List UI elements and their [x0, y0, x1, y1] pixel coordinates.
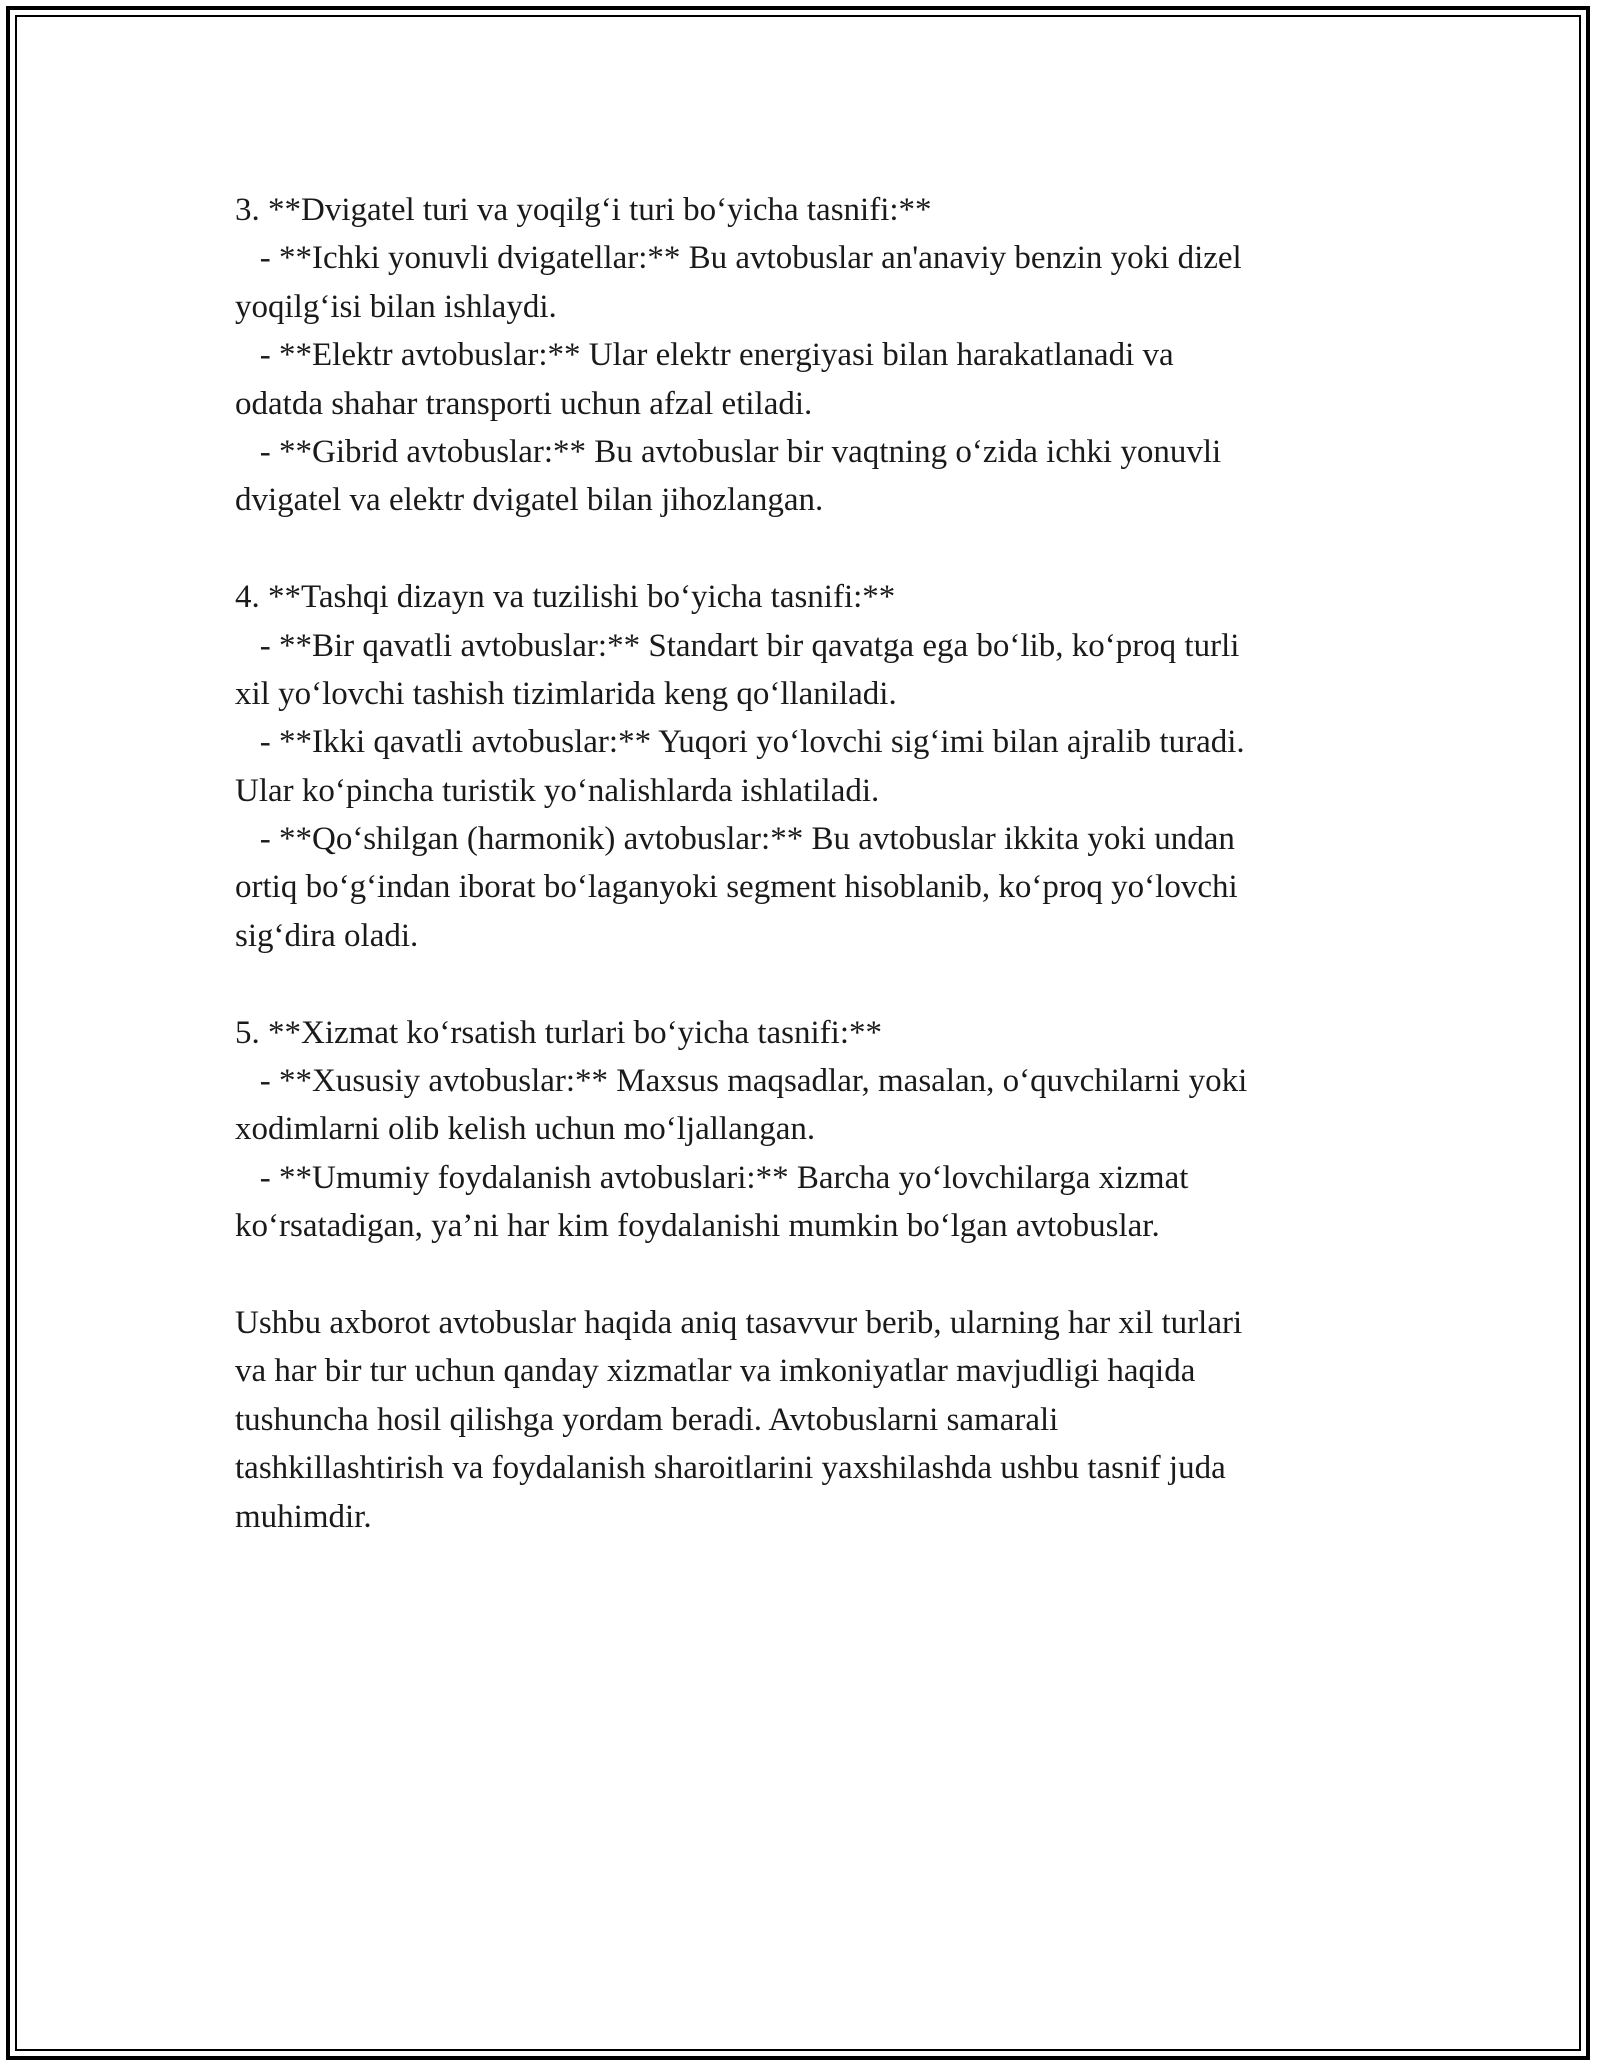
- list-item-text: - **Umumiy foydalanish avtobuslari:** Barcha yo‘lovchilarga xizmat: [235, 1159, 1189, 1196]
- list-item-text: sig‘dira oladi.: [235, 917, 419, 954]
- section-heading: 3. **Dvigatel turi va yoqilg‘i turi bo‘yicha tasnifi:**: [235, 192, 932, 228]
- section-engine-fuel-classification: [235, 186, 1375, 525]
- list-item-text: - **Elektr avtobuslar:** Ular elektr energiyasi bilan harakatlanadi va: [235, 337, 1174, 374]
- list-item-text: yoqilg‘isi bilan ishlaydi.: [235, 288, 557, 325]
- list-item-text: - **Bir qavatli avtobuslar:** Standart bir qavatga ega bo‘lib, ko‘proq turli: [235, 627, 1240, 664]
- paragraph-spacer: [235, 525, 1375, 573]
- document-body: [235, 186, 1375, 1541]
- paragraph-line: tashkillashtirish va foydalanish sharoitlarini yaxshilashda ushbu tasnif juda: [235, 1450, 1226, 1487]
- list-item-text: ortiq bo‘g‘indan iborat bo‘laganyoki segment hisoblanib, ko‘proq yo‘lovchi: [235, 869, 1238, 906]
- list-item-text: dvigatel va elektr dvigatel bilan jihozlangan.: [235, 482, 824, 519]
- list-item-text: ko‘rsatadigan, ya’ni har kim foydalanishi mumkin bo‘lgan avtobuslar.: [235, 1208, 1160, 1245]
- conclusion-paragraph: [235, 1299, 1375, 1541]
- list-item-text: - **Xususiy avtobuslar:** Maxsus maqsadlar, masalan, o‘quvchilarni yoki: [235, 1063, 1248, 1100]
- list-item-text: - **Gibrid avtobuslar:** Bu avtobuslar bir vaqtning o‘zida ichki yonuvli: [235, 433, 1222, 470]
- list-item-text: xodimlarni olib kelish uchun mo‘ljallangan.: [235, 1111, 816, 1148]
- section-heading: 4. **Tashqi dizayn va tuzilishi bo‘yicha tasnifi:**: [235, 579, 896, 616]
- list-item-text: xil yo‘lovchi tashish tizimlarida keng qo‘llaniladi.: [235, 675, 897, 712]
- list-item-text: - **Ikki qavatli avtobuslar:** Yuqori yo‘lovchi sig‘imi bilan ajralib turadi.: [235, 724, 1245, 761]
- section-heading: 5. **Xizmat ko‘rsatish turlari bo‘yicha tasnifi:**: [235, 1014, 883, 1051]
- paragraph-line: tushuncha hosil qilishga yordam beradi. Avtobuslarni samarali: [235, 1401, 1059, 1438]
- paragraph-line: Ushbu axborot avtobuslar haqida aniq tasavvur berib, ularning har xil turlari: [235, 1304, 1243, 1341]
- paragraph-spacer: [235, 1251, 1375, 1299]
- section-exterior-design-classification: [235, 573, 1375, 960]
- section-service-type-classification: [235, 1009, 1375, 1251]
- list-item-text: Ular ko‘pincha turistik yo‘nalishlarda ishlatiladi.: [235, 772, 880, 809]
- list-item-text: - **Qo‘shilgan (harmonik) avtobuslar:** Bu avtobuslar ikkita yoki undan: [235, 821, 1235, 858]
- paragraph-line: va har bir tur uchun qanday xizmatlar va imkoniyatlar mavjudligi haqida: [235, 1353, 1196, 1390]
- paragraph-spacer: [235, 960, 1375, 1008]
- list-item-text: - **Ichki yonuvli dvigatellar:** Bu avtobuslar an'anaviy benzin yoki dizel: [235, 240, 1242, 277]
- paragraph-line: muhimdir.: [235, 1498, 372, 1535]
- list-item-text: odatda shahar transporti uchun afzal etiladi.: [235, 385, 813, 422]
